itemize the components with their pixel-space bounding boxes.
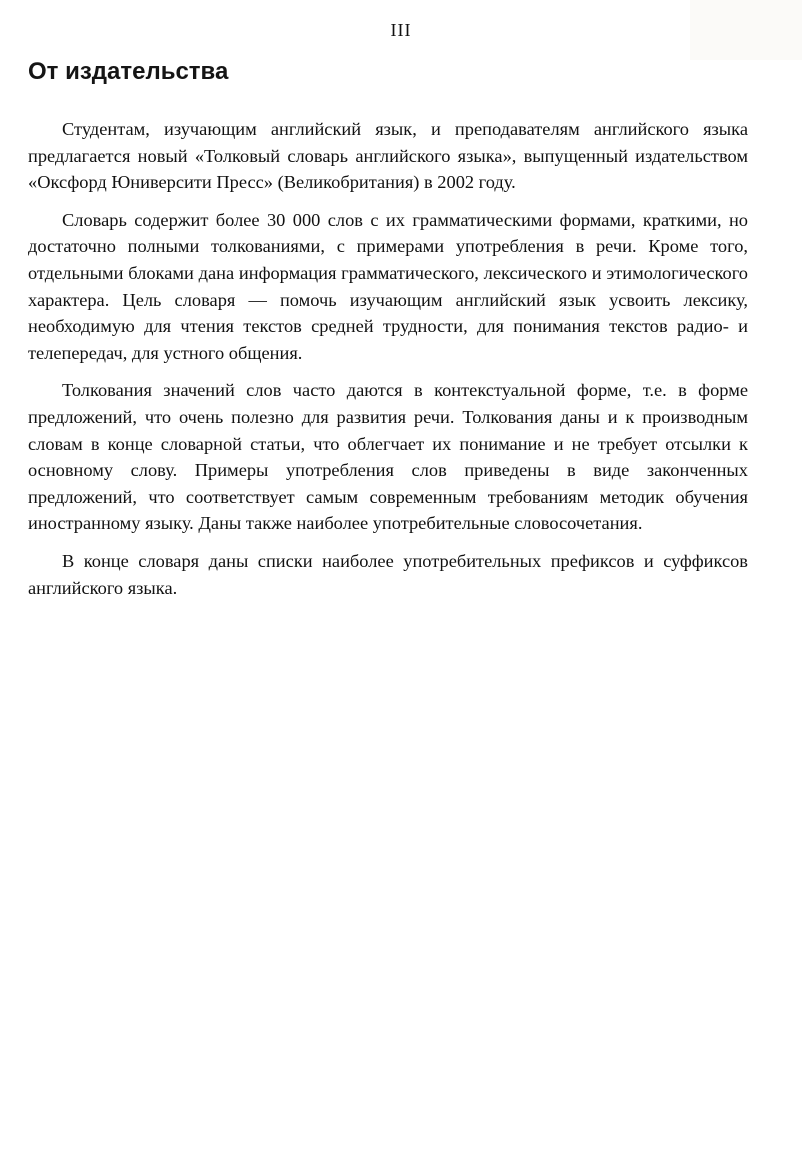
- page-number: III: [390, 20, 412, 40]
- page-title: От издательства: [28, 58, 229, 85]
- paragraph-3: Толкования значений слов часто даются в контекстуальной форме, т.е. в форме предложений, что очень полезно для развития речи. Толкования даны и к производным словам в конце словарной статьи, что облегчает их понимание и не требует отсылки к основному слову. Примеры употребления слов приведены в виде законченных предложений, что соответствует самым современным требованиям методик обучения иностранному языку. Даны также наиболее употребительные словосочетания.: [28, 380, 748, 534]
- paragraph-2: Словарь содержит более 30 000 слов с их грамматическими формами, краткими, но достаточно полными толкованиями, с примерами употребления в речи. Кроме того, отдельными блоками дана информация грамматического, лексического и этимологического характера. Цель словаря — помочь изучающим английский язык усвоить лексику, необходимую для чтения текстов средней трудности, для понимания текстов радио- и телепередач, для устного общения.: [28, 209, 748, 363]
- paragraph-4: В конце словаря даны списки наиболее употребительных префиксов и суффиксов английского языка.: [28, 550, 748, 598]
- paragraph-1: Студентам, изучающим английский язык, и преподавателям английского языка предлагается новый «Толковый словарь английского языка», выпущенный издательством «Оксфорд Юниверсити Пресс» (Великобритания) в 2002 году.: [28, 119, 748, 193]
- body-text: [28, 116, 748, 612]
